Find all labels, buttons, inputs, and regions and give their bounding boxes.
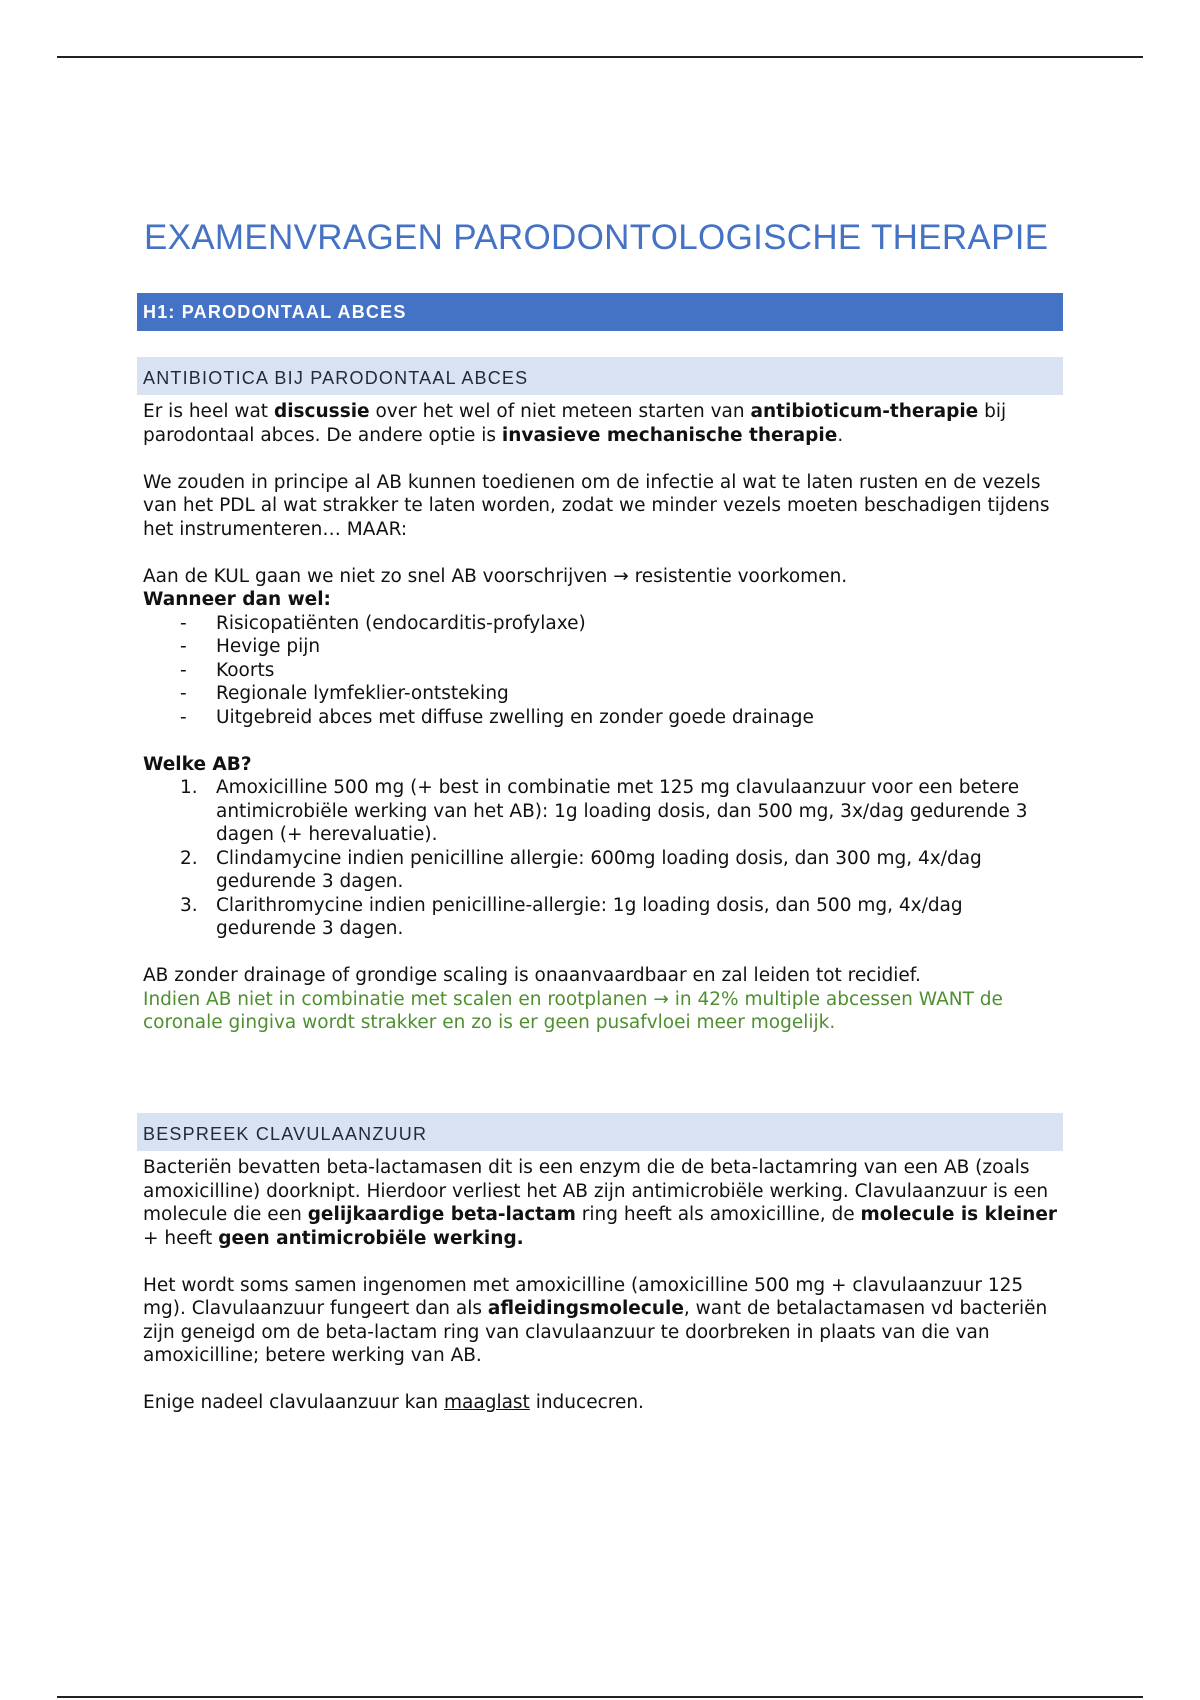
bold-discussie: discussie xyxy=(273,401,370,422)
document-title: EXAMENVRAGEN PARODONTOLOGISCHE THERAPIE xyxy=(144,218,1049,257)
label-welke-ab: Welke AB? xyxy=(143,753,252,775)
footer-rule xyxy=(57,1696,1143,1698)
bold-gelijkaardige: gelijkaardige beta-lactam xyxy=(307,1204,576,1225)
paragraph-ab-toedienen: We zouden in principe al AB kunnen toedienen om de infectie al wat te laten rusten en de vezels van het PDL al wat strakker te laten worden, zodat we minder vezels moeten beschadigen tijdens het instrumenteren… MAAR: xyxy=(143,471,1050,540)
section-heading-clavulaanzuur: BESPREEK CLAVULAANZUUR xyxy=(137,1113,1063,1151)
bold-geen-werking: geen antimicrobiële werking. xyxy=(218,1227,524,1249)
list-item: 2. Clindamycine indien penicilline allergie: 600mg loading dosis, dan 300 mg, 4x/dag gedurende 3 dagen. xyxy=(180,847,982,892)
chapter-heading: H1: PARODONTAAL ABCES xyxy=(137,293,1063,331)
header-rule xyxy=(57,56,1143,58)
paragraph-afleidingsmolecule: Het wordt soms samen ingenomen met amoxicilline (amoxicilline 500 mg + clavulaanzuur 125 mg). Clavulaanzuur fungeert dan als afleidingsmolecule, want de betalactamasen vd bacteriën zijn geneigd om de beta-lactam ring van clavulaanzuur te doorbreken in plaats van die van amoxicilline; betere werking van AB. xyxy=(143,1274,1048,1366)
paragraph-beta-lactamasen: Bacteriën bevatten beta-lactamasen dit is een enzym die de beta-lactamring van een AB (zoals amoxicilline) doorknipt. Hierdoor verliest het AB zijn antimicrobiële werking. Clavulaanzuur is een molecule die een gelijkaardige beta-lactam ring heeft als amoxicilline, de molecule is kleiner + heeft geen antimicrobiële werking. xyxy=(143,1157,1058,1249)
bold-afleidingsmolecule: afleidingsmolecule xyxy=(487,1298,684,1319)
paragraph-discussie: Er is heel wat discussie over het wel of niet meteen starten van antibioticum-therapie bij parodontaal abces. De andere optie is invasieve mechanische therapie. xyxy=(143,401,1007,446)
paragraph-drainage: AB zonder drainage of grondige scaling is onaanvaardbaar en zal leiden tot recidief. xyxy=(143,965,921,986)
list-item: - Regionale lymfeklier-ontsteking xyxy=(143,682,1063,706)
bold-antibioticum-therapie: antibioticum-therapie xyxy=(750,401,979,422)
list-item: - Hevige pijn xyxy=(143,635,1063,659)
antibiotics-list xyxy=(143,776,1063,941)
indications-list xyxy=(143,612,1063,730)
list-item: - Koorts xyxy=(143,659,1063,683)
underlined-maaglast: maaglast xyxy=(444,1392,530,1413)
bold-invasieve-therapie: invasieve mechanische therapie xyxy=(501,424,838,446)
list-item: 1. Amoxicilline 500 mg (+ best in combinatie met 125 mg clavulaanzuur voor een betere antimicrobiële werking van het AB): 1g loading dosis, dan 500 mg, 3x/dag gedurende 3 dagen (+ herevaluatie). xyxy=(180,777,1028,845)
list-item: 3. Clarithromycine indien penicilline-allergie: 1g loading dosis, dan 500 mg, 4x/dag gedurende 3 dagen. xyxy=(180,894,963,939)
paragraph-green-note: Indien AB niet in combinatie met scalen en rootplanen → in 42% multiple abcessen WANT de coronale gingiva wordt strakker en zo is er geen pusafvloei meer mogelijk. xyxy=(143,988,1003,1033)
paragraph-nadeel: Enige nadeel clavulaanzuur kan maaglast inducecren. xyxy=(143,1392,644,1413)
section-heading-antibiotica: ANTIBIOTICA BIJ PARODONTAAL ABCES xyxy=(137,357,1063,395)
bold-kleiner: molecule is kleiner xyxy=(860,1204,1058,1225)
label-wanneer: Wanneer dan wel: xyxy=(143,589,331,610)
section-clavulaanzuur-body xyxy=(143,1156,1063,1415)
list-item: - Risicopatiënten (endocarditis-profylaxe) xyxy=(143,612,1063,636)
section-antibiotica-body xyxy=(143,400,1063,1035)
list-item: - Uitgebreid abces met diffuse zwelling en zonder goede drainage xyxy=(143,706,1063,730)
paragraph-kul: Aan de KUL gaan we niet zo snel AB voorschrijven → resistentie voorkomen. xyxy=(143,565,848,587)
